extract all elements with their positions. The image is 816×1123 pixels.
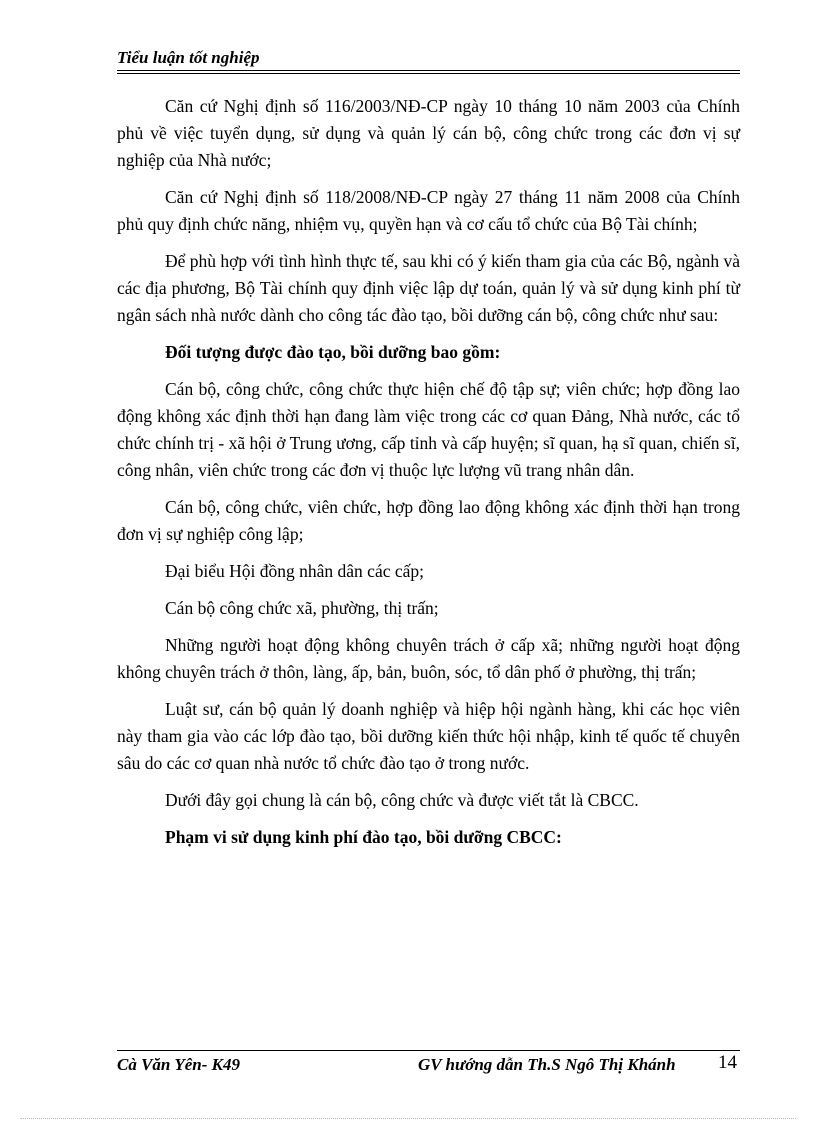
- paragraph-legal-basis-118: Căn cứ Nghị định số 118/2008/NĐ-CP ngày 27 tháng 11 năm 2008 của Chính phủ quy định chức năng, nhiệm vụ, quyền hạn và cơ cấu tổ chức của Bộ Tài chính;: [117, 187, 740, 234]
- paragraph-subjects-officials: Cán bộ, công chức, công chức thực hiện chế độ tập sự; viên chức; hợp đồng lao động không xác định thời hạn đang làm việc trong các cơ quan Đảng, Nhà nước, các tổ chức chính trị - xã hội ở Trung ương, cấp tỉnh và cấp huyện; sĩ quan, hạ sĩ quan, chiến sĩ, công nhân, viên chức trong các đơn vị thuộc lực lượng vũ trang nhân dân.: [117, 379, 740, 480]
- paragraph-subjects-commune-officials: Cán bộ công chức xã, phường, thị trấn;: [165, 598, 439, 618]
- paragraph-legal-basis-116: Căn cứ Nghị định số 116/2003/NĐ-CP ngày 10 tháng 10 năm 2003 của Chính phủ về việc tuyển dụng, sử dụng và quản lý cán bộ, công chức trong các đơn vị sự nghiệp của Nhà nước;: [117, 96, 740, 170]
- footer-author: Cà Văn Yên- K49: [117, 1055, 240, 1074]
- footer-rule: [117, 1050, 740, 1051]
- paragraph-subjects-non-specialized: Những người hoạt động không chuyên trách ở cấp xã; những người hoạt động không chuyên trách ở thôn, làng, ấp, bản, buôn, sóc, tổ dân phố ở phường, thị trấn;: [117, 635, 740, 682]
- page-bottom-edge: [20, 1118, 796, 1119]
- footer-advisor: GV hướng dẫn Th.S Ngô Thị Khánh: [418, 1055, 676, 1074]
- paragraph-subjects-public-units: Cán bộ, công chức, viên chức, hợp đồng lao động không xác định thời hạn trong đơn vị sự nghiệp công lập;: [117, 497, 740, 544]
- paragraph-subjects-council-delegates: Đại biểu Hội đồng nhân dân các cấp;: [165, 561, 425, 581]
- paragraph-subjects-lawyers-managers: Luật sư, cán bộ quản lý doanh nghiệp và hiệp hội ngành hàng, khi các học viên này tham gia vào các lớp đào tạo, bồi dưỡng kiến thức hội nhập, kinh tế quốc tế chuyên sâu do các cơ quan nhà nước tổ chức đào tạo ở trong nước.: [117, 699, 740, 773]
- paragraph-purpose: Để phù hợp với tình hình thực tế, sau khi có ý kiến tham gia của các Bộ, ngành và các địa phương, Bộ Tài chính quy định việc lập dự toán, quản lý và sử dụng kinh phí từ ngân sách nhà nước dành cho công tác đào tạo, bồi dưỡng cán bộ, công chức như sau:: [117, 251, 740, 325]
- section-heading-funding-scope: Phạm vi sử dụng kinh phí đào tạo, bồi dưỡng CBCC:: [165, 827, 562, 847]
- header-rule-bottom: [117, 73, 740, 74]
- header-rule-top: [117, 70, 740, 71]
- document-body: [117, 93, 740, 861]
- page-number: 14: [718, 1052, 737, 1073]
- page-header-title: Tiểu luận tốt nghiệp: [117, 48, 260, 67]
- section-heading-subjects: Đối tượng được đào tạo, bồi dưỡng bao gồm:: [165, 342, 501, 362]
- paragraph-abbreviation-cbcc: Dưới đây gọi chung là cán bộ, công chức và được viết tắt là CBCC.: [165, 790, 639, 810]
